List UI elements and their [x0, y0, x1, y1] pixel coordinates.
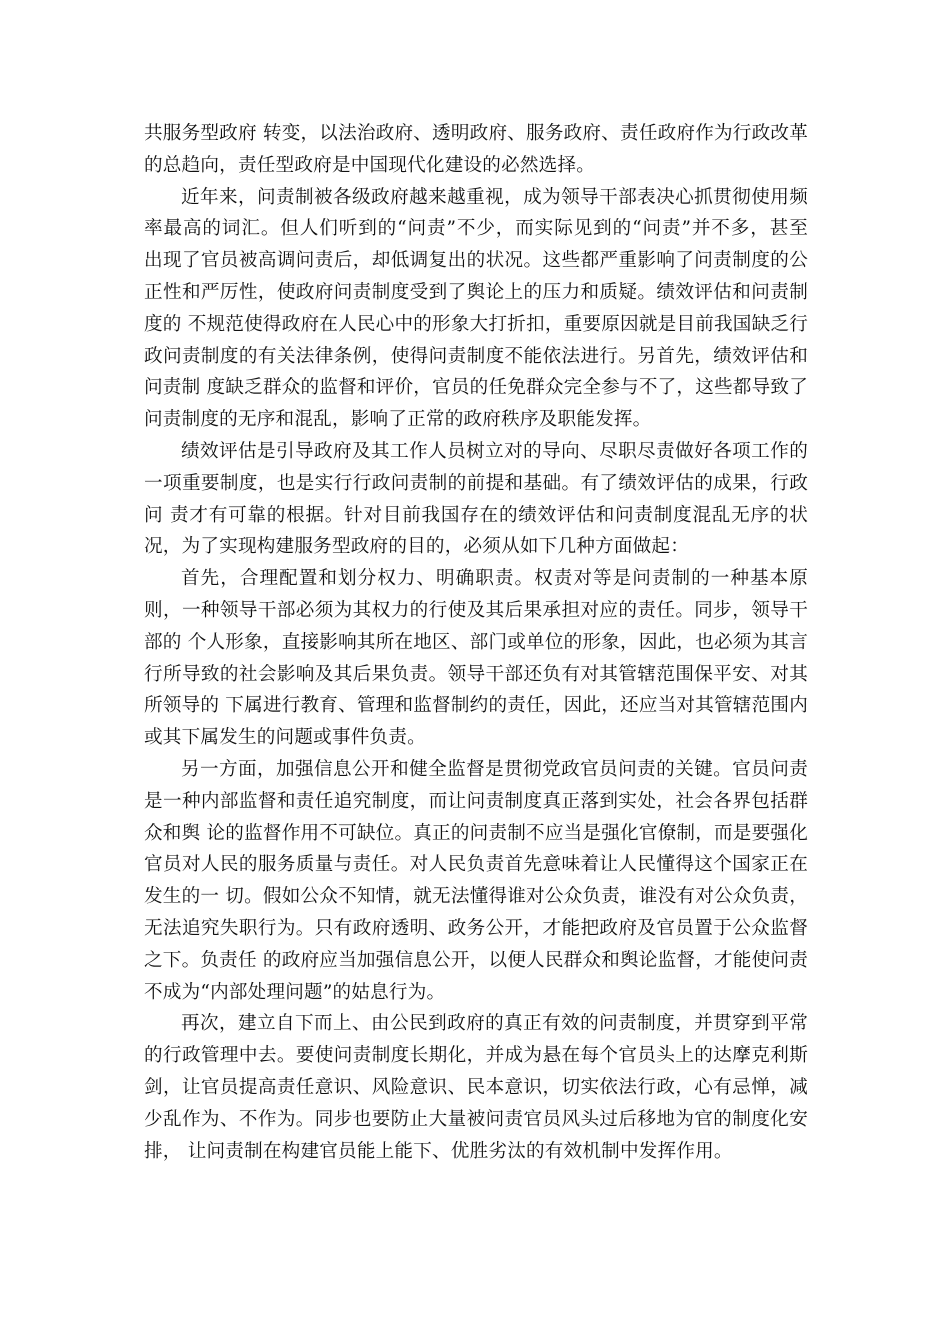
paragraph-2: 近年来，问责制被各级政府越来越重视，成为领导干部表决心抓贯彻使用频率最高的词汇。但人们听到的“问责”不少，而实际见到的“问责”并不多，甚至 出现了官员被高调问责后，却低调复出的状况。这些都严重影响了问责制度的公正性和严厉性，使政府问责制度受到了舆论上的压力和质疑。绩效评估和问责制度的 不规范使得政府在人民心中的形象大打折扣，重要原因就是目前我国缺乏行政问责制度的有关法律条例，使得问责制度不能依法进行。另首先，绩效评估和问责制 度缺乏群众的监督和评价，官员的任免群众完全参与不了，这些都导致了问责制度的无序和混乱，影响了正常的政府秩序及职能发挥。 [144, 186, 808, 431]
paragraph-4: 首先，合理配置和划分权力、明确职责。权责对等是问责制的一种基本原则，一种领导干部必须为其权力的行使及其后果承担对应的责任。同步，领导干部的 个人形象，直接影响其所在地区、部门或单位的形象，因此，也必须为其言行所导致的社会影响及其后果负责。领导干部还负有对其管辖范围保平安、对其所领导的 下属进行教育、管理和监督制约的责任，因此，还应当对其管辖范围内或其下属发生的问题或事件负责。 [144, 568, 808, 749]
paragraph-5: 另一方面，加强信息公开和健全监督是贯彻党政官员问责的关键。官员问责是一种内部监督和责任追究制度，而让问责制度真正落到实处，社会各界包括群众和舆 论的监督作用不可缺位。真正的问责制不应当是强化官僚制，而是要强化官员对人民的服务质量与责任。对人民负责首先意味着让人民懂得这个国家正在发生的一 切。假如公众不知情，就无法懂得谁对公众负责，谁没有对公众负责，无法追究失职行为。只有政府透明、政务公开，才能把政府及官员置于公众监督之下。负责任 的政府应当加强信息公开，以便人民群众和舆论监督，才能使问责不成为“内部处理问题”的姑息行为。 [144, 758, 808, 1003]
paragraph-6: 再次，建立自下而上、由公民到政府的真正有效的问责制度，并贯穿到平常的行政管理中去。要使问责制度长期化，并成为悬在每个官员头上的达摩克利斯 剑，让官员提高责任意识、风险意识、民本意识，切实依法行政，心有忌惮，减少乱作为、不作为。同步也要防止大量被问责官员风头过后移地为官的制度化安排， 让问责制在构建官员能上能下、优胜劣汰的有效机制中发挥作用。 [144, 1013, 808, 1162]
paragraph-1: 共服务型政府 转变，以法治政府、透明政府、服务政府、责任政府作为行政改革的总趋向，责任型政府是中国现代化建设的必然选择。 [144, 123, 808, 176]
document-page [144, 118, 808, 1167]
paragraph-3: 绩效评估是引导政府及其工作人员树立对的导向、尽职尽责做好各项工作的一项重要制度，也是实行行政问责制的前提和基础。有了绩效评估的成果，行政问 责才有可靠的根据。针对目前我国存在的绩效评估和问责制度混乱无序的状况，为了实现构建服务型政府的目的，必须从如下几种方面做起： [144, 440, 808, 558]
